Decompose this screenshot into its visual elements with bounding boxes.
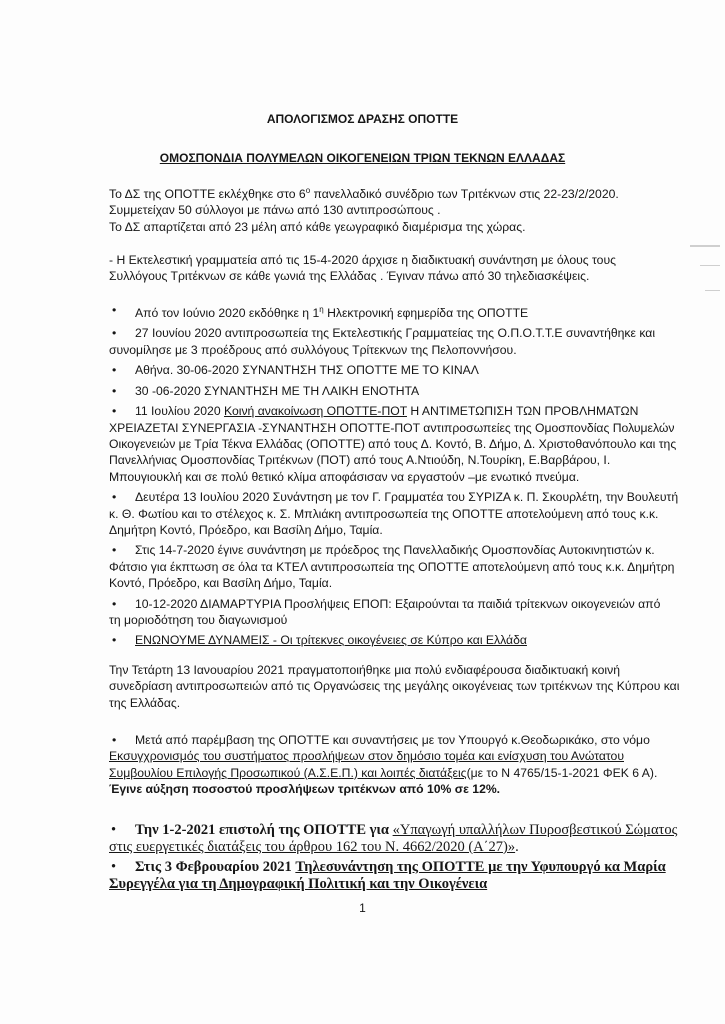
joint-announcement-link[interactable]: Κοινή ανακοίνωση ΟΠΟΤΤΕ-ΠΟΤ (224, 404, 407, 419)
list-item: • 27 Ιουνίου 2020 αντιπροσωπεία της Εκτελεστικής Γραμματείας της Ο.Π.Ο.Τ.Τ.Ε συναντήθηκε και (109, 325, 694, 341)
intro-paragraph: Το ΔΣ της ΟΠΟΤΤΕ εκλέχθηκε στο $6^o$ πανελλαδικό συνέδριο των Τριτέκνων στις 22-23/2/2020. Συμμετείχαν 50 σύλλογοι με πάνω από 130 αντιπροσώπους . Το ΔΣ απαρτίζεται από 23 μέλη από κάθε γεωγραφικό διαμέρισμα της χώρας. (109, 186, 619, 234)
list-item: • Στις 14-7-2020 έγινε συνάντηση με πρόεδρος της Πανελλαδικής Ομοσπονδίας Αυτοκινητιστών κ. (109, 542, 694, 558)
unite-forces-link[interactable]: ΕΝΩΝΟΥΜΕ ΔΥΝΑΜΕΙΣ - Οι τρίτεκνες οικογένειες σε Κύπρο και Ελλάδα (135, 633, 527, 648)
teleconference-link[interactable]: Τηλεσυνάντηση της ΟΠΟΤΤΕ με την Υφυπουργό κα Μαρία (295, 859, 666, 875)
list-item: • 10-12-2020 ΔΙΑΜΑΡΤΥΡΙΑ Προσλήψεις ΕΠΟΠ: Εξαιρούνται τα παιδιά τρίτεκνων οικογενειών από (109, 596, 694, 612)
list-item (109, 632, 694, 648)
law-title-link-cont[interactable]: Συμβουλίου Επιλογής Προσωπικού (Α.Σ.Ε.Π.) και λοιπές διατάξεις (109, 765, 467, 780)
scan-artifact (690, 245, 720, 247)
page-number: 1 (359, 901, 366, 915)
executive-paragraph: - Η Εκτελεστική γραμματεία από τις 15-4-2020 άρχισε η διαδικτυακή συνάντηση με όλους τους Συλλόγους Τριτέκνων σε κάθε γωνιά της Ελλάδας . Έγιναν πάνω από 30 τηλεδιασκέψεις. (109, 253, 616, 284)
cyprus-paragraph: Την Τετάρτη 13 Ιανουαρίου 2021 πραγματοποιήθηκε μια πολύ ενδιαφέρουσα διαδικτυακή κοινή συνεδρίαση αντιπροσωπειών από τις Οργανώσεις της μεγάλης οικογένειας των τριτέκνων της Κύπρου και της Ελλάδας. (109, 663, 680, 710)
scan-artifact (700, 265, 720, 266)
list-item: • Αθήνα. 30-06-2020 ΣΥΝΑΝΤΗΣΗ ΤΗΣ ΟΠΟΤΤΕ ΜΕ ΤΟ ΚΙΝΑΛ (109, 362, 694, 378)
letter-paragraph: • Την 1-2-2021 επιστολή της ΟΠΟΤΤΕ για «Υπαγωγή υπαλλήλων Πυροσβεστικού Σώματος στις ευεργετικές διατάξεις του άρθρου 162 του Ν. 4662/2020 (Α΄27)». • Στις 3 Φεβρουαρίου 2021 Τηλεσυνάντηση της ΟΠΟΤΤΕ με την Υφυπουργό κα Μαρία Συρεγγέλα για τη Δημογραφική Πολιτική και την Οικογένεια (109, 822, 694, 893)
activity-list: • Από τον Ιούνιο 2020 εκδόθηκε η $1^\eta$ Ηλεκτρονική εφημερίδα της ΟΠΟΤΤΕ • 27 Ιουνίου 2020 αντιπροσωπεία της Εκτελεστικής Γραμματείας της Ο.Π.Ο.Τ.Τ.Ε συναντήθηκε και συνομίλησε με 3 προέδρους από συλλόγους Τρίτεκνων της Πελοποννήσου. • Αθήνα. 30-06-2020 ΣΥΝΑΝΤΗΣΗ ΤΗΣ ΟΠΟΤΤΕ ΜΕ ΤΟ ΚΙΝΑΛ • 30 -06-2020 ΣΥΝΑΝΤΗΣΗ ΜΕ ΤΗ ΛΑΙΚΗ ΕΝΟΤΗΤΑ • 11 Ιουλίου 2020 Κοινή ανακοίνωση ΟΠΟΤΤΕ-ΠΟΤ Η ΑΝΤΙΜΕΤΩΠΙΣΗ ΤΩΝ ΠΡΟΒΛΗΜΑΤΩΝ ΧΡΕΙΑΖΕΤΑΙ ΣΥΝΕΡΓΑΣΙΑ -ΣΥΝΑΝΤΗΣΗ ΟΠΟΤΤΕ-ΠΟΤ αντιπροσωπείες της Ομοσπονδίας Πολυμελών Οικογενειών με Τρία Τέκνα Ελλάδας (ΟΠΟΤΤΕ) από τους Δ. Κοντό, Β. Δήμο, Δ. Χριστοθανόπουλο και της Πανελλήνιας Ομοσπονδίας Τριτέκνων (ΠΟΤ) από τους Α.Ντιούδη, Ν.Τουρίκη, Ε.Βαρβάρου, Ι. Μπουγιουκλή και σε πολύ θετικό κλίμα αποφάσισαν να εργαστούν –με ενωτικό πνεύμα. • Δευτέρα 13 Ιουλίου 2020 Συνάντηση με τον Γ. Γραμματέα του ΣΥΡΙΖΑ κ. Π. Σκουρλέτη, την Βουλευτή κ. Θ. Φωτίου και το στέλεχος κ. Σ. Μπλιάκη αντιπροσωπεία της ΟΠΟΤΤΕ αποτελούμενη από τους κ.κ. Δημήτρη Κοντό, Πρόεδρο, και Βασίλη Δήμο, Ταμία. • Στις 14-7-2020 έγινε συνάντηση με πρόεδρος της Πανελλαδικής Ομοσπονδίας Αυτοκινητιστών κ. Φάτσιο για έκπτωση σε όλα τα ΚΤΕΛ αντιπροσωπεία της ΟΠΟΤΤΕ αποτελούμενη από τους κ.κ. Δημήτρη Κοντό, Πρόεδρο, και Βασίλη Δήμο, Ταμία. • 10-12-2020 ΔΙΑΜΑΡΤΥΡΙΑ Προσλήψεις ΕΠΟΠ: Εξαιρούνται τα παιδιά τρίτεκνων οικογενειών από τη μοριοδότηση του διαγωνισμού • ΕΝΩΝΟΥΜΕ ΔΥΝΑΜΕΙΣ - Οι τρίτεκνες οικογένειες σε Κύπρο και Ελλάδα (109, 302, 694, 649)
letter-subject-link[interactable]: «Υπαγωγή υπαλλήλων Πυροσβεστικού Σώματος (392, 822, 678, 838)
list-item: • 11 Ιουλίου 2020 Κοινή ανακοίνωση ΟΠΟΤΤΕ-ΠΟΤ Η ΑΝΤΙΜΕΤΩΠΙΣΗ ΤΩΝ ΠΡΟΒΛΗΜΑΤΩΝ (109, 403, 694, 419)
letter-subject-link-cont[interactable]: στις ευεργετικές διατάξεις του άρθρου 162 του Ν. 4662/2020 (Α΄27)» (109, 839, 516, 855)
list-item: • Μετά από παρέμβαση της ΟΠΟΤΤΕ και συναντήσεις με τον Υπουργό κ.Θεοδωρικάκο, στο νόμο (109, 732, 694, 748)
list-item: • Στις 3 Φεβρουαρίου 2021 Τηλεσυνάντηση της ΟΠΟΤΤΕ με την Υφυπουργό κα Μαρία (109, 859, 694, 876)
law-paragraph: • Μετά από παρέμβαση της ΟΠΟΤΤΕ και συναντήσεις με τον Υπουργό κ.Θεοδωρικάκο, στο νόμο Εκσυγχρονισμός του συστήματος προσλήψεων στον δημόσιο τομέα και ενίσχυση του Ανώτατου Συμβουλίου Επιλογής Προσωπικού (Α.Σ.Ε.Π.) και λοιπές διατάξεις(με το Ν 4765/15-1-2021 ΦΕΚ 6 Α). Έγινε αύξηση ποσοστού προσλήψεων τριτέκνων από 10% σε 12%. (109, 732, 694, 798)
list-item: • 30 -06-2020 ΣΥΝΑΝΤΗΣΗ ΜΕ ΤΗ ΛΑΙΚΗ ΕΝΟΤΗΤΑ (109, 383, 694, 399)
law-title-link[interactable]: Εκσυγχρονισμός του συστήματος προσλήψεων στον δημόσιο τομέα και ενίσχυση του Ανώτατου (109, 749, 624, 764)
list-item: • Από τον Ιούνιο 2020 εκδόθηκε η $1^\eta$ Ηλεκτρονική εφημερίδα της ΟΠΟΤΤΕ (109, 302, 694, 321)
teleconference-link-cont[interactable]: Συρεγγέλα για τη Δημογραφική Πολιτική και την Οικογένεια (109, 876, 488, 892)
list-item: • Δευτέρα 13 Ιουλίου 2020 Συνάντηση με τον Γ. Γραμματέα του ΣΥΡΙΖΑ κ. Π. Σκουρλέτη, την Βουλευτή (109, 489, 694, 505)
document-title: ΑΠΟΛΟΓΙΣΜΟΣ ΔΡΑΣΗΣ ΟΠΟΤΤΕ (266, 112, 459, 126)
list-item: • Την 1-2-2021 επιστολή της ΟΠΟΤΤΕ για «Υπαγωγή υπαλλήλων Πυροσβεστικού Σώματος (109, 822, 694, 839)
scan-artifact (705, 290, 720, 291)
federation-name: ΟΜΟΣΠΟΝΔΙΑ ΠΟΛΥΜΕΛΩΝ ΟΙΚΟΓΕΝΕΙΩΝ ΤΡΙΩΝ ΤΕΚΝΩΝ ΕΛΛΑΔΑΣ (159, 151, 566, 165)
